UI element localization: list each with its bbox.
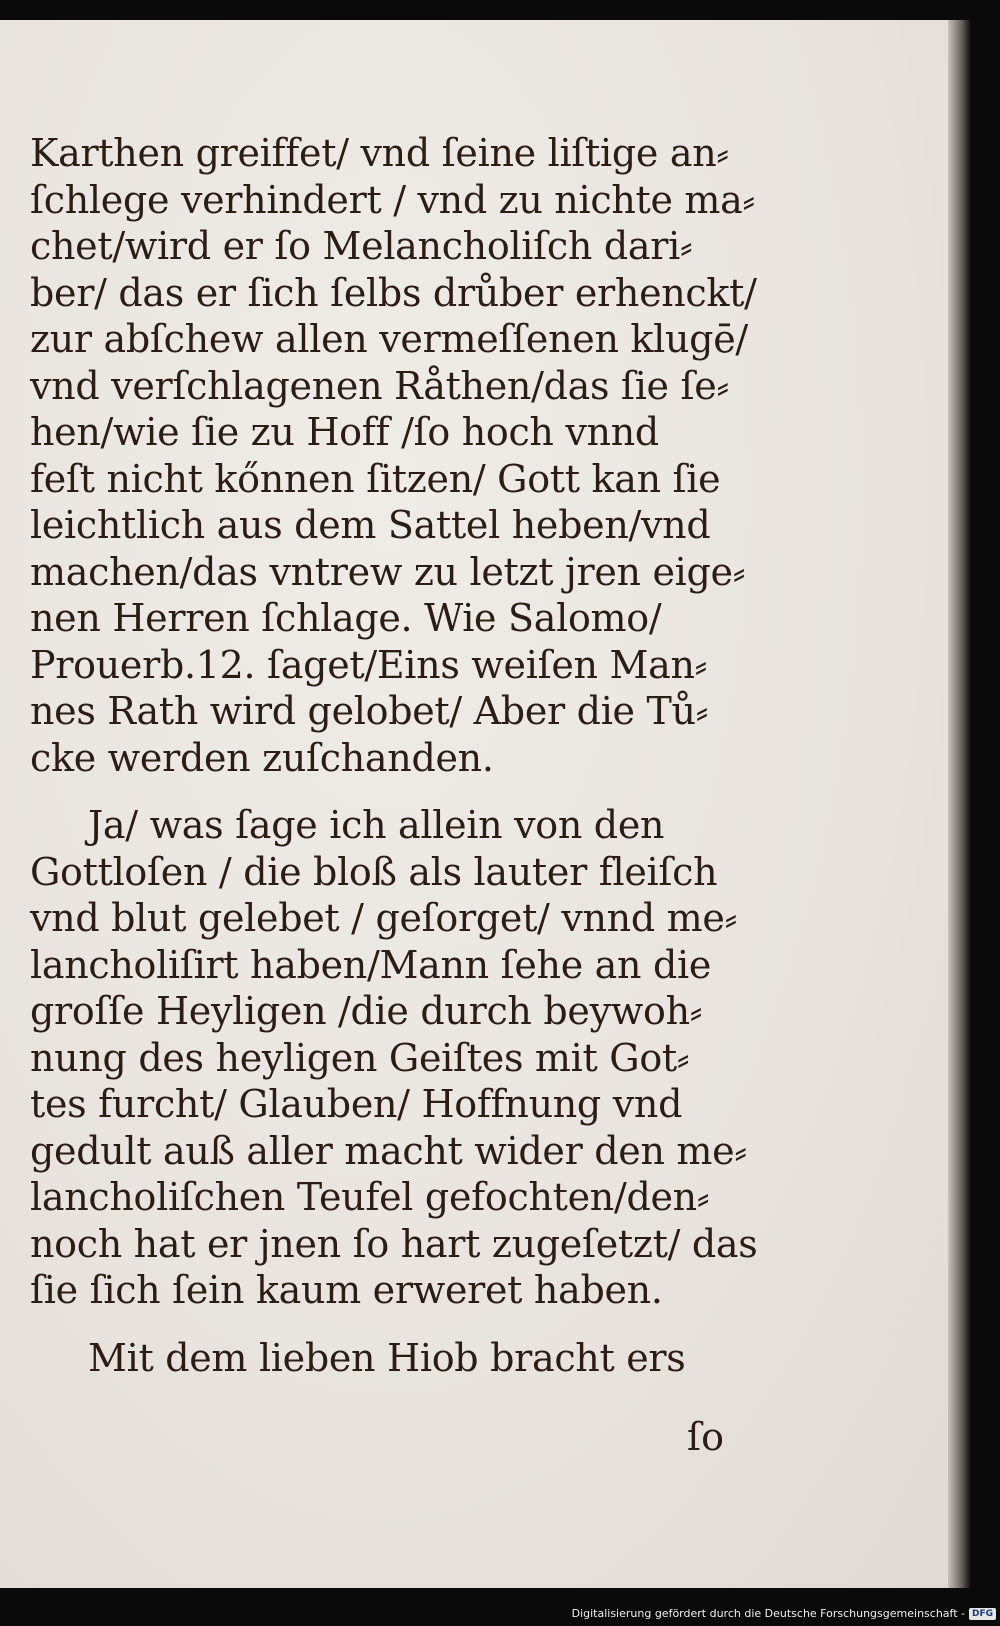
text-line: Karthen greiffet/ vnd ſeine liſtige an⸗ bbox=[30, 131, 729, 175]
text-line: Prouerb.12. ſaget/Eins weiſen Man⸗ bbox=[30, 642, 707, 687]
text-line: machen/das vntrew zu letzt jren eige⸗ bbox=[30, 549, 746, 594]
text-line: Mit dem lieben Hiob bracht ers bbox=[88, 1335, 686, 1380]
text-line: lancholiſchen Teufel gefochten/den⸗ bbox=[30, 1175, 710, 1219]
paragraph-3 bbox=[30, 1335, 750, 1382]
catchword: ſo bbox=[687, 1415, 724, 1459]
paragraph-gap bbox=[30, 1314, 750, 1335]
paragraph-1 bbox=[30, 130, 757, 781]
paragraph-gap bbox=[30, 781, 750, 802]
text-line: vnd verſchlagenen Råthen/das ſie ſe⸗ bbox=[30, 363, 729, 408]
text-line: noch hat er jnen ſo hart zugeſetzt/ das bbox=[30, 1221, 758, 1266]
dfg-logo-icon: DFG bbox=[969, 1608, 996, 1620]
page-text bbox=[30, 130, 758, 1381]
text-line: hen/wie ſie zu Hoff /ſo hoch vnnd bbox=[30, 410, 659, 454]
text-line: vnd blut gelebet / geſorget/ vnnd me⸗ bbox=[30, 896, 737, 940]
text-line: gedult auß aller macht wider den me⸗ bbox=[30, 1128, 747, 1173]
digitization-footer bbox=[572, 1607, 996, 1620]
text-line: feſt nicht kőnnen ſitzen/ Gott kan ſie bbox=[30, 456, 721, 501]
text-line: nen Herren ſchlage. Wie Salomo/ bbox=[30, 596, 662, 640]
text-line: Ja/ was ſage ich allein von den bbox=[88, 803, 665, 847]
footer-text: Digitalisierung gefördert durch die Deutsche Forschungsgemeinschaft - bbox=[571, 1607, 965, 1620]
text-line: lancholiſirt haben/Mann ſehe an die bbox=[30, 942, 712, 987]
text-line: nes Rath wird gelobet/ Aber die Tů⸗ bbox=[30, 689, 709, 733]
text-line: cke werden zuſchanden. bbox=[30, 735, 494, 780]
paragraph-2 bbox=[30, 802, 758, 1314]
page-gutter bbox=[948, 20, 970, 1588]
text-line: ſie ſich ſein kaum erweret haben. bbox=[30, 1268, 663, 1312]
text-line: groſſe Heyligen /die durch beywoh⸗ bbox=[30, 989, 703, 1033]
text-line: zur abſchew allen vermeſſenen klugē/ bbox=[30, 317, 748, 361]
text-line: tes furcht/ Glauben/ Hoffnung vnd bbox=[30, 1082, 683, 1126]
text-line: nung des heyligen Geiſtes mit Got⸗ bbox=[30, 1035, 690, 1080]
text-line: ber/ das er ſich ſelbs drůber erhenckt/ bbox=[30, 270, 757, 315]
text-line: ſchlege verhindert / vnd zu nichte ma⸗ bbox=[30, 177, 755, 222]
text-line: leichtlich aus dem Sattel heben/vnd bbox=[30, 503, 711, 547]
text-line: chet/wird er ſo Melancholiſch dari⸗ bbox=[30, 224, 693, 268]
text-line: Gottloſen / die bloß als lauter fleiſch bbox=[30, 849, 718, 894]
